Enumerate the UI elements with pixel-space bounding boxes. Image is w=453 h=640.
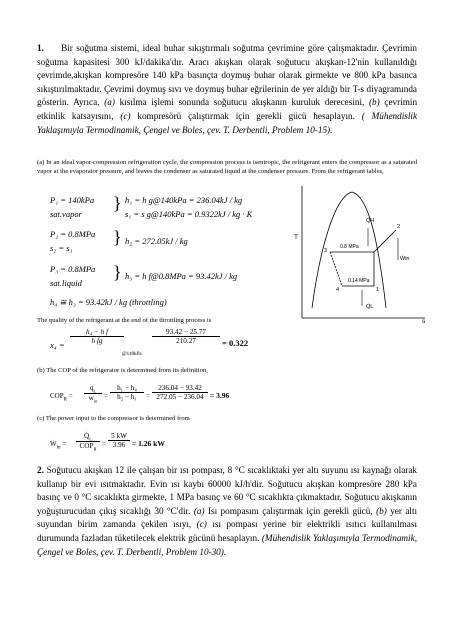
problem-1-text: Bir soğutma sistemi, ideal buhar sıkıştırmalı soğutma çevrimine göre çalışmaktadır. Çevrimin soğutma kapasitesi 300 kJ/dakika'dır. Aracı akışkan olarak soğutucu akışkan-12'nin kullanıldığı çevrimde,akışkan kompresöre 140 kPa basınçta doymuş buhar olarak girmekte ve 800 kPa basınca sıkıştırılmaktadır. Çevrimi doymuş sıvı ve doymuş buhar eğrilerinin de yer aldığı bir T-s diyagramında gösterin. Ayrıca, <box>37 43 417 108</box>
problem-1-statement <box>37 42 417 137</box>
quality-den2: 210.27 <box>176 337 196 345</box>
cop-eq2-den: h₂ − h₁ <box>117 393 137 401</box>
state2-brace: } <box>113 227 122 247</box>
power-eq-sign: = <box>102 440 106 448</box>
quality-fraction-2 <box>152 328 220 345</box>
qh-label: Q̇H <box>366 218 375 224</box>
cop-result: = 3.96 <box>210 391 230 400</box>
point-2-label: 2 <box>397 224 401 230</box>
cop-fraction-2 <box>110 384 144 401</box>
problem-1-part-a-text: kısılma işlemi sonunda soğutucu akışkanın kuruluk derecesini, <box>119 97 365 108</box>
state1-enthalpy: h₁ = h g@140kPa = 236.04kJ / kg <box>125 195 243 205</box>
quality-intro: The quality of the refrigerant at the end of the throttling process is <box>37 317 212 324</box>
cop-lhs-sub: R <box>63 397 67 403</box>
problem-1-reference: ( Mühendislik Yaklaşımıyla Termodinamik, Çengel ve Boles, çev. T. Derbentli, Problem 10-15). <box>37 110 418 135</box>
power-lhs-text: Ẇ <box>50 440 57 448</box>
cop-fraction-3 <box>152 384 208 401</box>
cop-lhs-text: COP <box>50 392 64 400</box>
power-den2: 3.96 <box>112 441 126 449</box>
win-label: Ẇin <box>400 256 410 262</box>
cop-eq-sign-2: = <box>146 392 150 400</box>
axis-s-label: s <box>422 318 426 325</box>
state2-enthalpy: h₂ = 272.05kJ / kg <box>125 236 188 246</box>
cop-fraction-1 <box>84 384 102 404</box>
quality-fraction-1 <box>70 328 124 345</box>
cop-intro: (b) The COP of the refrigerator is determined from its definition, <box>37 367 208 374</box>
problem-2-part-a-text: Isı pompasını çalıştırmak için gerekli gücü, <box>207 505 373 516</box>
state1-saturation: sat.vapor <box>50 209 82 219</box>
quality-num: h₄ − h f <box>70 328 124 337</box>
state1-entropy: s₁ = s g@140kPa = 0.9322kJ / kg · K <box>125 209 253 219</box>
problem-2-part-c-label: (c) <box>196 519 207 530</box>
quality-lhs: x₄ = <box>50 340 65 350</box>
state3-saturation: sat.liquid <box>50 278 82 288</box>
ts-diagram-svg <box>290 168 430 338</box>
problem-1-part-c-label: (c) <box>120 110 131 121</box>
compression-line <box>374 230 396 252</box>
problem-1-part-b-text: çevrimin etkinlik katsayısını, <box>37 97 418 121</box>
state2-entropy: s₂ = s₁ <box>50 243 73 253</box>
cop-lhs: $COP_R$ = <box>50 392 73 403</box>
power-lhs-sub: in <box>56 445 61 451</box>
point-4-label: 4 <box>336 287 340 293</box>
problem-2-statement <box>37 464 417 559</box>
cop-eq2-num: h₁ − h₄ <box>110 384 144 393</box>
state3-enthalpy: h₃ = h f@0.8MPa = 93.42kJ / kg <box>125 271 238 281</box>
power-result: = 1.26 kW <box>132 439 165 448</box>
quality-result: = 0.322 <box>222 338 249 348</box>
axis-t-label: T <box>294 234 298 241</box>
state4-enthalpy: h₄ ≅ h₃ = 93.42kJ / kg (throttling) <box>50 297 167 307</box>
problem-1-number: 1. <box>37 43 44 53</box>
state1-brace: } <box>113 193 122 213</box>
problem-2-part-b-text: yer altı suyundan birim zamanda çekilen ısıyı, <box>37 505 418 530</box>
quality-num2: 93.42 − 25.77 <box>152 328 220 337</box>
p-high-label: 0.8 MPa <box>340 244 359 250</box>
quality-subscript: @140kPa <box>122 352 142 357</box>
point-1-label: 1 <box>376 287 380 293</box>
power-fraction-1 <box>76 432 100 452</box>
problem-2-text: Soğutucu akışkan 12 ile çalışan bir ısı pompası, 8 °C sıcaklıktaki yer altı suyunu ısı kaynağı olarak kullanıp bir evi ısıtmaktadır. Evin ısı kaybı 60000 kJ/h'dir. Soğutucu akışkan kompresöre 280 kPa basınç ve 0 °C sıcaklıkta girmekte, 1 MPa basınç ve 60 °C sıcaklıkta çıkmaktadır. Soğutucu akışkanın yoğuşturucudan çıkış sıcaklığı 30 °C'dir. <box>37 465 418 516</box>
cop-eq-sign-1: = <box>104 392 108 400</box>
throttle-line <box>330 252 342 286</box>
power-num2: 5 kW <box>108 432 130 441</box>
solution-part-a-intro: (a) In an ideal vapor-compression refrigeration cycle, the compression process is isentropic, the refrigerant enters the compressor as a saturated vapor at the evaporator pressure, and leaves the condenser as saturated liquid at the condenser pressure. From the refrigerant tables, <box>37 159 417 176</box>
problem-1-part-a-label: (a) <box>104 97 115 108</box>
problem-1-part-b-label: (b) <box>368 97 380 108</box>
state2-pressure: P₂ = 0.8MPa <box>50 229 96 239</box>
power-intro: (c) The power input to the compressor is determined from <box>37 415 190 422</box>
cop-eq3-den: 272.05 − 236.04 <box>156 393 204 401</box>
problem-2-part-b-label: (b) <box>376 505 387 516</box>
power-num: $Q̇_L$ <box>76 432 100 442</box>
point-3-label: 3 <box>324 248 328 254</box>
problem-2-number: 2. <box>37 465 44 475</box>
state1-pressure: P₁ = 140kPa <box>50 195 95 205</box>
power-den: $COP_R$ <box>79 442 97 452</box>
cop-eq1-num: $q_L$ <box>84 384 102 394</box>
ql-label: Q̇L <box>366 304 374 310</box>
problem-2-reference: (Mühendislik Yaklaşımıyla Termodinamik, Çengel ve Boles, çev. T. Derbentli, Problem 10-30). <box>37 532 417 557</box>
problem-2-part-c-text: ısı pompası yerine bir elektrikli ısıtıcı kullanılması durumunda fazladan tüketilecek elektrik gücünü hesaplayın. <box>37 519 418 543</box>
cop-eq1-den: $w_{in}$ <box>88 394 98 404</box>
p-low-label: 0.14 MPa <box>348 278 370 284</box>
power-fraction-2 <box>108 432 130 449</box>
state3-pressure: P₃ = 0.8MPa <box>50 264 96 274</box>
quality-den: h fg <box>91 337 103 345</box>
problem-2-part-a-label: (a) <box>193 505 205 516</box>
power-lhs: Ẇ$_{in}$ = <box>50 440 67 451</box>
cop-eq3-num: 236.04 − 93.42 <box>152 384 208 393</box>
problem-1-part-c-text: kompresörü çalıştırmak için gerekli gücü hesaplayın. <box>137 110 355 121</box>
state3-brace: } <box>113 262 122 282</box>
